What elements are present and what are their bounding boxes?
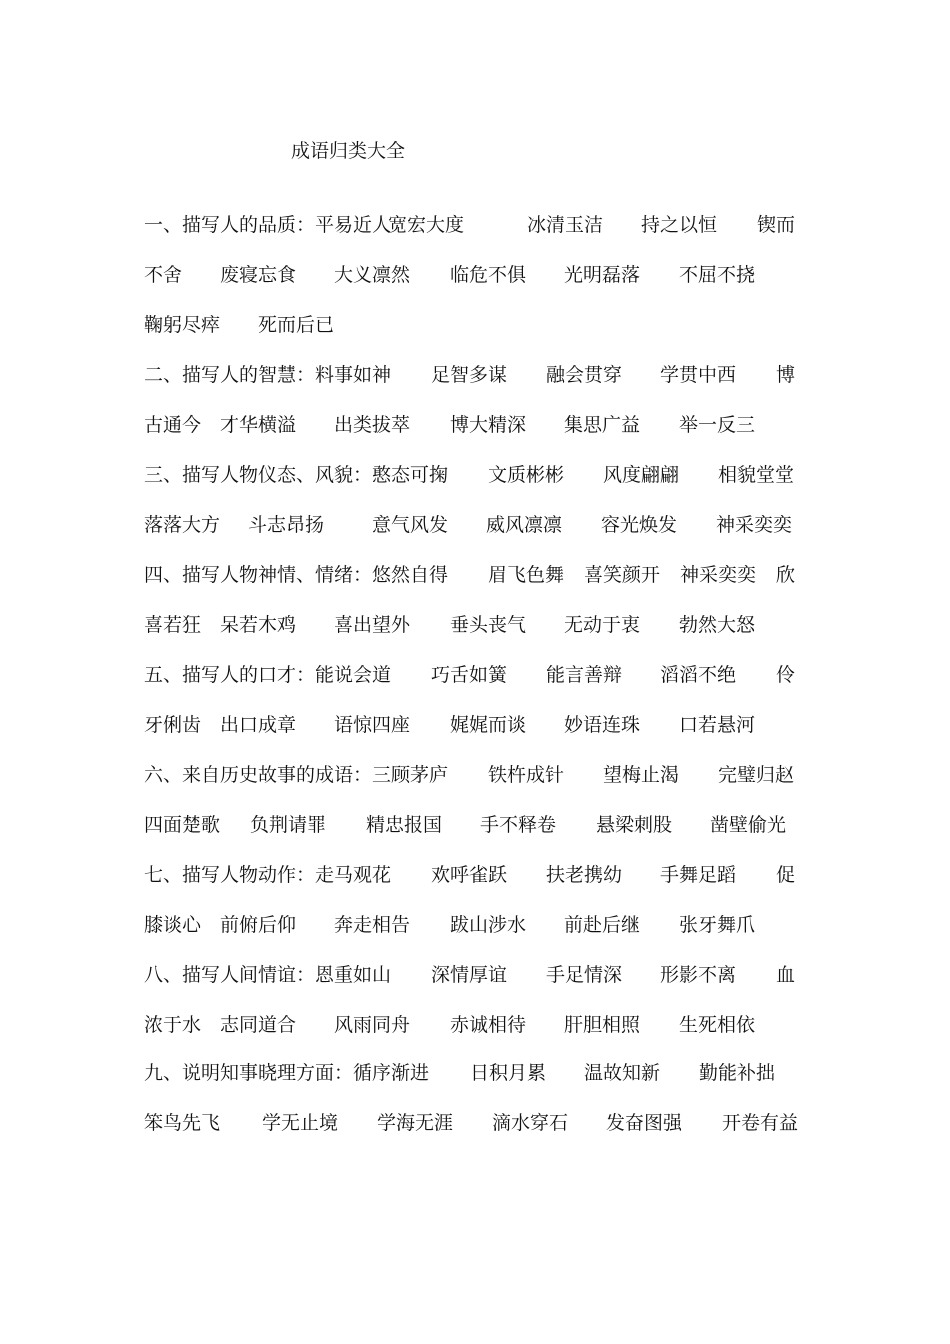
idiom-text: 血 [776,964,796,986]
idiom-text: 学贯中西 [660,364,737,386]
idiom-text: 勃然大怒 [679,614,756,636]
idiom-text: 二、描写人的智慧：料事如神 [144,364,392,386]
idiom-text: 开卷有益 [722,1112,799,1134]
idiom-text: 铁杵成针 [488,764,565,786]
idiom-text: 奔走相告 [334,914,411,936]
idiom-text: 喜笑颜开 [584,564,661,586]
idiom-text: 宽宏大度 [388,214,465,236]
idiom-text: 膝谈心 [144,914,202,936]
text-line [144,1108,814,1138]
idiom-text: 日积月累 [470,1062,547,1084]
idiom-text: 古通今 [144,414,202,436]
idiom-text: 斗志昂扬 [248,514,325,536]
text-line [144,810,814,840]
text-line [144,1058,814,1088]
idiom-text: 学无止境 [262,1112,339,1134]
idiom-text: 无动于衷 [564,614,641,636]
idiom-text: 学海无涯 [377,1112,454,1134]
idiom-text: 凿壁偷光 [710,814,787,836]
idiom-text: 死而后已 [258,314,335,336]
idiom-text: 滴水穿石 [492,1112,569,1134]
idiom-text: 勤能补拙 [699,1062,776,1084]
idiom-text: 前俯后仰 [220,914,297,936]
idiom-text: 融会贯穿 [546,364,623,386]
idiom-text: 神采奕奕 [680,564,757,586]
text-line [144,560,814,590]
idiom-text: 娓娓而谈 [450,714,527,736]
idiom-text: 废寝忘食 [220,264,297,286]
idiom-text: 喜若狂 [144,614,202,636]
text-line [144,610,814,640]
idiom-text: 发奋图强 [606,1112,683,1134]
idiom-text: 举一反三 [679,414,756,436]
idiom-text: 风雨同舟 [334,1014,411,1036]
idiom-text: 六、来自历史故事的成语：三顾茅庐 [144,764,449,786]
idiom-text: 手不释卷 [480,814,557,836]
page-title: 成语归类大全 [291,140,406,162]
idiom-text: 志同道合 [220,1014,297,1036]
idiom-text: 眉飞色舞 [488,564,565,586]
idiom-text: 巧舌如簧 [431,664,508,686]
idiom-text: 欣 [776,564,796,586]
idiom-text: 牙俐齿 [144,714,202,736]
idiom-text: 扶老携幼 [546,864,623,886]
idiom-text: 笨鸟先飞 [144,1112,221,1134]
idiom-text: 足智多谋 [431,364,508,386]
idiom-text: 四面楚歌 [144,814,221,836]
idiom-text: 浓于水 [144,1014,202,1036]
idiom-text: 呆若木鸡 [220,614,297,636]
idiom-text: 七、描写人物动作：走马观花 [144,864,392,886]
idiom-text: 语惊四座 [334,714,411,736]
text-line [144,510,814,540]
text-line [144,410,814,440]
idiom-text: 出类拔萃 [334,414,411,436]
idiom-text: 不屈不挠 [679,264,756,286]
idiom-text: 跋山涉水 [450,914,527,936]
idiom-text: 形影不离 [660,964,737,986]
text-line [144,310,814,340]
idiom-text: 集思广益 [564,414,641,436]
idiom-text: 才华横溢 [220,414,297,436]
text-line [144,360,814,390]
idiom-text: 赤诚相待 [450,1014,527,1036]
idiom-text: 神采奕奕 [716,514,793,536]
idiom-text: 生死相依 [679,1014,756,1036]
idiom-text: 出口成章 [220,714,297,736]
text-line [144,460,814,490]
idiom-text: 意气风发 [372,514,449,536]
idiom-text: 相貌堂堂 [718,464,795,486]
idiom-text: 锲而 [757,214,796,236]
idiom-text: 伶 [776,664,796,686]
idiom-text: 四、描写人物神情、情绪：悠然自得 [144,564,449,586]
idiom-text: 容光焕发 [601,514,678,536]
idiom-text: 光明磊落 [564,264,641,286]
text-line [144,260,814,290]
idiom-text: 博 [776,364,796,386]
idiom-text: 悬梁刺股 [596,814,673,836]
idiom-text: 完璧归赵 [718,764,795,786]
idiom-text: 持之以恒 [641,214,718,236]
text-line [144,210,814,240]
idiom-text: 深情厚谊 [431,964,508,986]
idiom-text: 喜出望外 [334,614,411,636]
idiom-text: 九、说明知事晓理方面：循序渐进 [144,1062,430,1084]
idiom-text: 风度翩翩 [603,464,680,486]
text-line [144,710,814,740]
idiom-text: 精忠报国 [366,814,443,836]
idiom-text: 冰清玉洁 [527,214,604,236]
idiom-text: 促 [776,864,796,886]
idiom-text: 一、描写人的品质：平易近人 [144,214,392,236]
idiom-text: 文质彬彬 [488,464,565,486]
idiom-text: 威风凛凛 [486,514,563,536]
idiom-text: 前赴后继 [564,914,641,936]
idiom-text: 八、描写人间情谊：恩重如山 [144,964,392,986]
idiom-text: 手足情深 [546,964,623,986]
idiom-text: 五、描写人的口才：能说会道 [144,664,392,686]
idiom-text: 不舍 [144,264,183,286]
idiom-text: 博大精深 [450,414,527,436]
text-line [144,760,814,790]
idiom-text: 张牙舞爪 [679,914,756,936]
idiom-text: 大义凛然 [334,264,411,286]
text-line [144,910,814,940]
idiom-text: 手舞足蹈 [660,864,737,886]
idiom-text: 三、描写人物仪态、风貌：憨态可掬 [144,464,449,486]
idiom-text: 口若悬河 [679,714,756,736]
idiom-text: 肝胆相照 [564,1014,641,1036]
idiom-text: 临危不俱 [450,264,527,286]
text-line [144,860,814,890]
idiom-text: 望梅止渴 [603,764,680,786]
idiom-text: 温故知新 [584,1062,661,1084]
idiom-text: 欢呼雀跃 [431,864,508,886]
idiom-text: 垂头丧气 [450,614,527,636]
text-line [144,1010,814,1040]
idiom-text: 妙语连珠 [564,714,641,736]
text-line [144,660,814,690]
idiom-text: 滔滔不绝 [660,664,737,686]
idiom-text: 负荆请罪 [250,814,327,836]
text-line [144,960,814,990]
idiom-text: 鞠躬尽瘁 [144,314,221,336]
idiom-text: 能言善辩 [546,664,623,686]
idiom-text: 落落大方 [144,514,221,536]
